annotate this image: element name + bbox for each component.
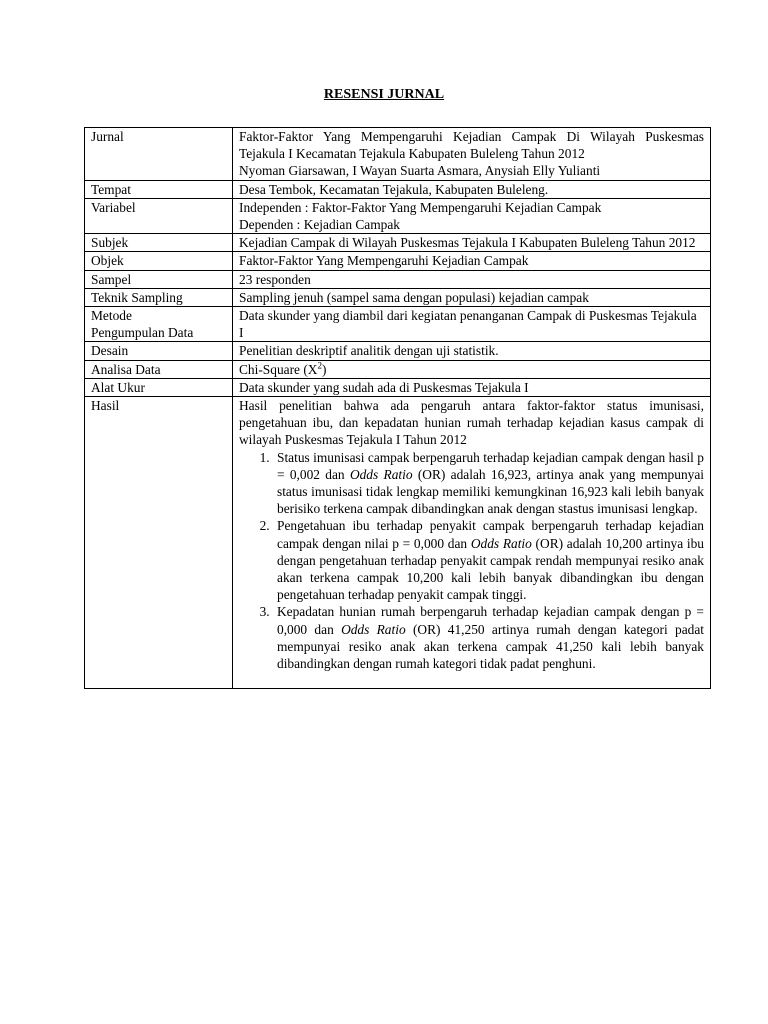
row-value-subjek: Kejadian Campak di Wilayah Puskesmas Tejakula I Kabupaten Buleleng Tahun 2012 xyxy=(233,234,711,252)
variable-independent: Independen : Faktor-Faktor Yang Mempengaruhi Kejadian Campak xyxy=(239,199,602,215)
metode-label-line2: Pengumpulan Data xyxy=(91,325,194,341)
results-intro: Hasil penelitian bahwa ada pengaruh antara faktor-faktor status imunisasi, pengetahuan ibu, dan kepadatan hunian rumah terhadap kejadian kasus campak di wilayah Puskesmas Tejakula I Tahun 2012 xyxy=(239,398,704,448)
row-label-subjek: Subjek xyxy=(85,234,233,252)
list-item xyxy=(273,517,704,603)
row-value-jurnal xyxy=(233,128,711,181)
table-row xyxy=(85,342,711,360)
table-row xyxy=(85,307,711,342)
finding-text-after: (OR) adalah 16,923, artinya anak yang mempunyai status imunisasi tidak lengkap memiliki kemungkinan 16,923 kali lebih banyak berisiko terkena campak dibandingkan anak dengan stastus imunisasi lengkap. xyxy=(277,466,704,517)
row-label-objek: Objek xyxy=(85,252,233,270)
analysis-suffix: ) xyxy=(321,361,327,377)
journal-authors: Nyoman Giarsawan, I Wayan Suarta Asmara, Anysiah Elly Yulianti xyxy=(239,163,601,179)
table-row xyxy=(85,234,711,252)
row-value-metode: Data skunder yang diambil dari kegiatan penanganan Campak di Puskesmas Tejakula I xyxy=(233,307,711,342)
table-row xyxy=(85,360,711,378)
row-label-metode xyxy=(85,307,233,342)
journal-title: Faktor-Faktor Yang Mempengaruhi Kejadian Campak Di Wilayah Puskesmas Tejakula I Kecamatan Tejakula Kabupaten Buleleng Tahun 2012 xyxy=(239,129,704,162)
row-label-variabel: Variabel xyxy=(85,198,233,233)
finding-text-after: (OR) adalah 10,200 artinya ibu dengan pengetahuan terhadap penyakit campak rendah mempunyai resiko anak akan terkena campak 10,200 kali lebih banyak dibandingkan ibu dengan pengetahuan terhadap penyakit campak tinggi. xyxy=(277,535,705,603)
analysis-prefix: Chi-Square (X xyxy=(239,361,318,377)
finding-italic: Odds Ratio xyxy=(470,535,532,551)
row-value-alat-ukur: Data skunder yang sudah ada di Puskesmas Tejakula I xyxy=(233,378,711,396)
finding-text-before: Pengetahuan ibu terhadap penyakit campak berpengaruh terhadap kejadian campak dengan nilai p = 0,000 dan xyxy=(277,518,704,551)
finding-italic: Odds Ratio xyxy=(341,621,406,637)
row-value-tempat: Desa Tembok, Kecamatan Tejakula, Kabupaten Buleleng. xyxy=(233,180,711,198)
row-value-teknik-sampling: Sampling jenuh (sampel sama dengan populasi) kejadian campak xyxy=(233,288,711,306)
table-row xyxy=(85,378,711,396)
row-value-objek: Faktor-Faktor Yang Mempengaruhi Kejadian Campak xyxy=(233,252,711,270)
row-value-desain: Penelitian deskriptif analitik dengan uji statistik. xyxy=(233,342,711,360)
finding-text-before: Kepadatan hunian rumah berpengaruh terhadap kejadian campak dengan p = 0,000 dan xyxy=(277,604,704,637)
table-row xyxy=(85,180,711,198)
row-label-tempat: Tempat xyxy=(85,180,233,198)
row-value-variabel xyxy=(233,198,711,233)
results-list xyxy=(239,449,704,673)
page-title: RESENSI JURNAL xyxy=(323,87,445,102)
row-label-hasil: Hasil xyxy=(85,397,233,689)
table-row xyxy=(85,397,711,689)
finding-text-after: (OR) 41,250 artinya rumah dengan kategori padat mempunyai resiko anak akan terkena campak 41,250 kali lebih banyak dibandingkan dengan rumah kategori tidak padat penghuni. xyxy=(277,621,704,672)
variable-dependent: Dependen : Kejadian Campak xyxy=(239,217,401,233)
row-label-jurnal: Jurnal xyxy=(85,128,233,181)
table-row xyxy=(85,288,711,306)
list-item xyxy=(273,603,704,672)
table-row xyxy=(85,198,711,233)
row-value-sampel: 23 responden xyxy=(233,270,711,288)
row-value-hasil xyxy=(233,397,711,689)
table-row xyxy=(85,270,711,288)
finding-italic: Odds Ratio xyxy=(349,466,413,482)
table-row xyxy=(85,252,711,270)
metode-label-line1: Metode xyxy=(91,308,132,324)
row-label-desain: Desain xyxy=(85,342,233,360)
row-label-sampel: Sampel xyxy=(85,270,233,288)
analysis-superscript: 2 xyxy=(317,360,322,371)
row-label-alat-ukur: Alat Ukur xyxy=(85,378,233,396)
finding-text-before: Status imunisasi campak berpengaruh terhadap kejadian campak dengan hasil p = 0,002 dan xyxy=(277,449,704,482)
table-row xyxy=(85,128,711,181)
row-label-analisa-data: Analisa Data xyxy=(85,360,233,378)
review-table xyxy=(84,127,711,689)
list-item xyxy=(273,449,704,518)
row-value-analisa-data xyxy=(233,360,711,378)
row-label-teknik-sampling: Teknik Sampling xyxy=(85,288,233,306)
